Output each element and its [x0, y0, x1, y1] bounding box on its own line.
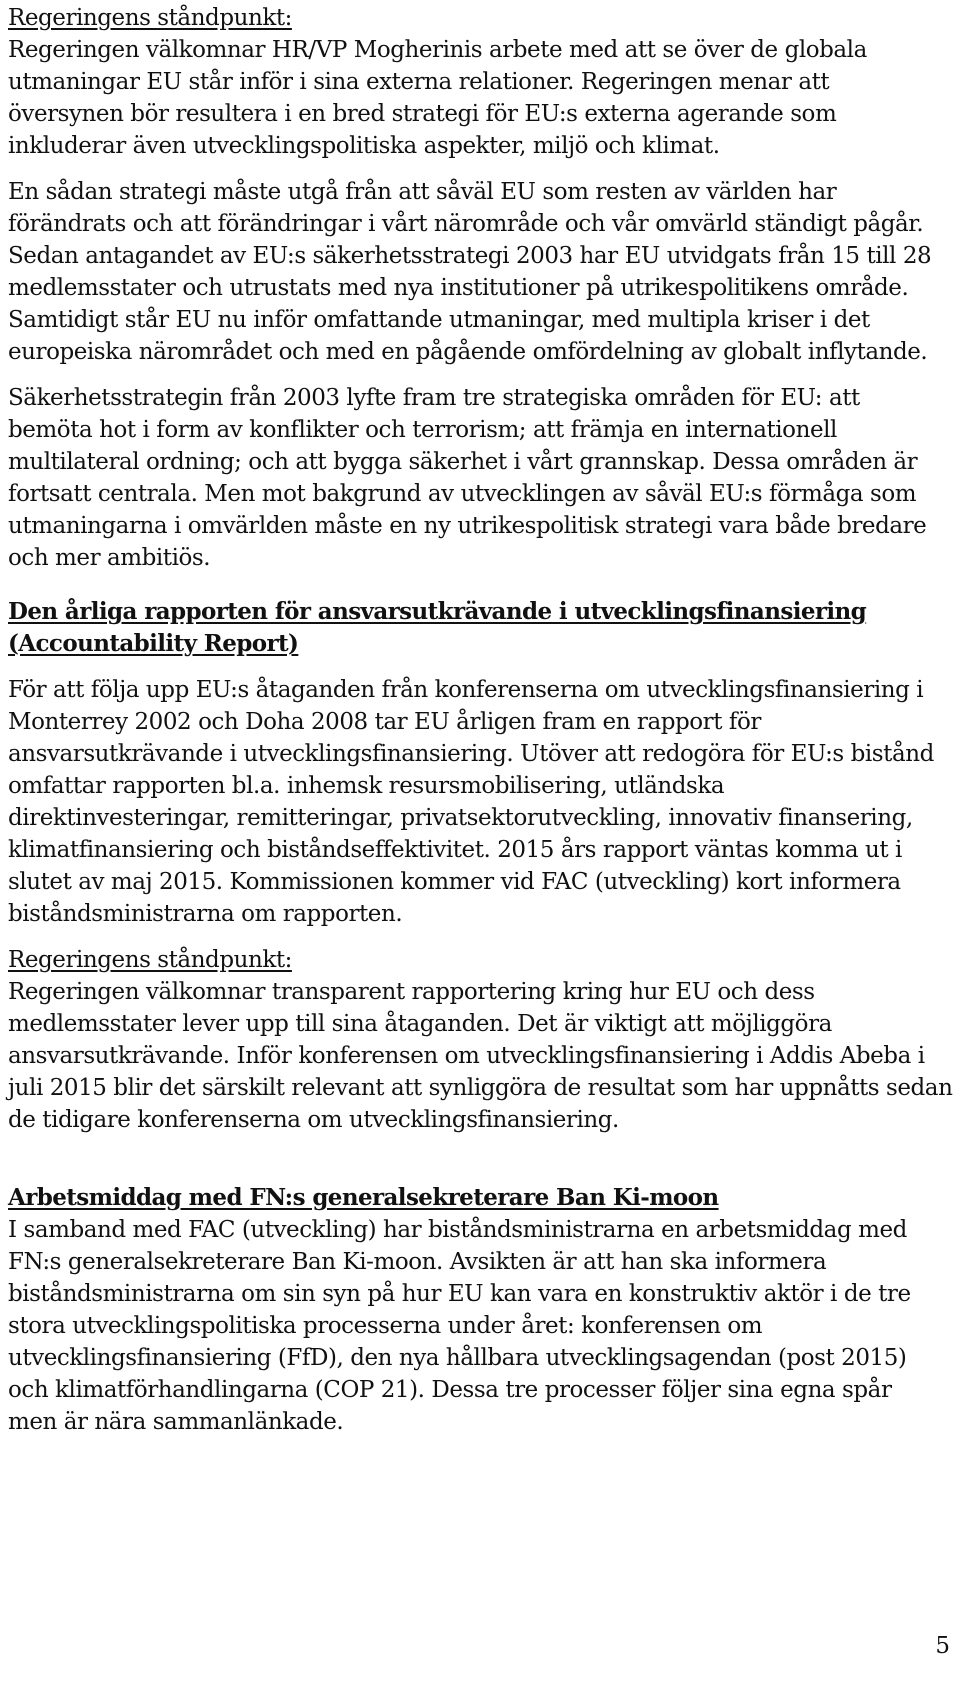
paragraph-line: omfattar rapporten bl.a. inhemsk resursmobilisering, utländska — [8, 773, 725, 799]
paragraph-line: utvecklingsfinansiering (FfD), den nya hållbara utvecklingsagendan (post 2015) — [8, 1345, 907, 1371]
paragraph-line: inkluderar även utvecklingspolitiska aspekter, miljö och klimat. — [8, 133, 720, 159]
paragraph-line: I samband med FAC (utveckling) har biståndsministrarna en arbetsmiddag med — [8, 1217, 907, 1243]
position-statement-1 — [8, 2, 952, 162]
paragraph-line: ansvarsutkrävande. Inför konferensen om utvecklingsfinansiering i Addis Abeba i — [8, 1043, 925, 1069]
paragraph-line: biståndsministrarna om rapporten. — [8, 901, 403, 927]
paragraph-line: Säkerhetsstrategin från 2003 lyfte fram tre strategiska områden för EU: att — [8, 385, 860, 411]
paragraph-line: utmaningarna i omvärlden måste en ny utrikespolitisk strategi vara både bredare — [8, 513, 927, 539]
paragraph-line: översynen bör resultera i en bred strategi för EU:s externa agerande som — [8, 101, 837, 127]
position-heading-1: Regeringens ståndpunkt: — [8, 5, 292, 31]
paragraph-line: Samtidigt står EU nu inför omfattande utmaningar, med multipla kriser i det — [8, 307, 870, 333]
section-accountability-report — [8, 596, 952, 1136]
paragraph-line: europeiska närområdet och med en pågående omfördelning av globalt inflytande. — [8, 339, 928, 365]
section-heading: Arbetsmiddag med FN:s generalsekreterare Ban Ki-moon — [8, 1184, 719, 1211]
paragraph-line: Monterrey 2002 och Doha 2008 tar EU årligen fram en rapport för — [8, 709, 761, 735]
paragraph-line: och mer ambitiös. — [8, 545, 211, 571]
paragraph-security-strategy — [8, 382, 952, 574]
paragraph-line: Regeringen välkomnar transparent rapportering kring hur EU och dess — [8, 979, 815, 1005]
paragraph-line: medlemsstater och utrustats med nya institutioner på utrikespolitikens område. — [8, 275, 909, 301]
section-heading: Den årliga rapporten för ansvarsutkrävande i utvecklingsfinansiering — [8, 598, 867, 625]
paragraph-line: multilateral ordning; och att bygga säkerhet i vårt grannskap. Dessa områden är — [8, 449, 918, 475]
paragraph-line: bemöta hot i form av konflikter och terrorism; att främja en internationell — [8, 417, 837, 443]
paragraph-line: medlemsstater lever upp till sina åtaganden. Det är viktigt att möjliggöra — [8, 1011, 832, 1037]
paragraph-line: Sedan antagandet av EU:s säkerhetsstrategi 2003 har EU utvidgats från 15 till 28 — [8, 243, 932, 269]
paragraph-line: FN:s generalsekreterare Ban Ki-moon. Avsikten är att han ska informera — [8, 1249, 827, 1275]
paragraph-line: utmaningar EU står inför i sina externa relationer. Regeringen menar att — [8, 69, 830, 95]
paragraph-line: juli 2015 blir det särskilt relevant att synliggöra de resultat som har uppnåtts sedan — [8, 1075, 953, 1101]
position-heading-2: Regeringens ståndpunkt: — [8, 947, 292, 973]
paragraph-line: slutet av maj 2015. Kommissionen kommer vid FAC (utveckling) kort informera — [8, 869, 901, 895]
paragraph-line: direktinvesteringar, remitteringar, privatsektorutveckling, innovativ finansering, — [8, 805, 913, 831]
paragraph-line: Regeringen välkomnar HR/VP Mogherinis arbete med att se över de globala — [8, 37, 867, 63]
paragraph-strategy — [8, 176, 952, 368]
paragraph-line: fortsatt centrala. Men mot bakgrund av utvecklingen av såväl EU:s förmåga som — [8, 481, 917, 507]
section-working-dinner — [8, 1182, 952, 1438]
paragraph-line: stora utvecklingspolitiska processerna under året: konferensen om — [8, 1313, 763, 1339]
paragraph-line: de tidigare konferenserna om utvecklingsfinansiering. — [8, 1107, 619, 1133]
section-heading: (Accountability Report) — [8, 630, 299, 657]
paragraph-line: och klimatförhandlingarna (COP 21). Dessa tre processer följer sina egna spår — [8, 1377, 892, 1403]
paragraph-line: En sådan strategi måste utgå från att såväl EU som resten av världen har — [8, 179, 837, 205]
paragraph-line: biståndsministrarna om sin syn på hur EU kan vara en konstruktiv aktör i de tre — [8, 1281, 911, 1307]
paragraph-line: förändrats och att förändringar i vårt närområde och vår omvärld ständigt pågår. — [8, 211, 924, 237]
document-page — [8, 2, 952, 1438]
page-number: 5 — [935, 1633, 950, 1659]
paragraph-line: men är nära sammanlänkade. — [8, 1409, 344, 1435]
paragraph-line: För att följa upp EU:s åtaganden från konferenserna om utvecklingsfinansiering i — [8, 677, 924, 703]
paragraph-line: klimatfinansiering och biståndseffektivitet. 2015 års rapport väntas komma ut i — [8, 837, 902, 863]
paragraph-line: ansvarsutkrävande i utvecklingsfinansiering. Utöver att redogöra för EU:s bistånd — [8, 741, 934, 767]
